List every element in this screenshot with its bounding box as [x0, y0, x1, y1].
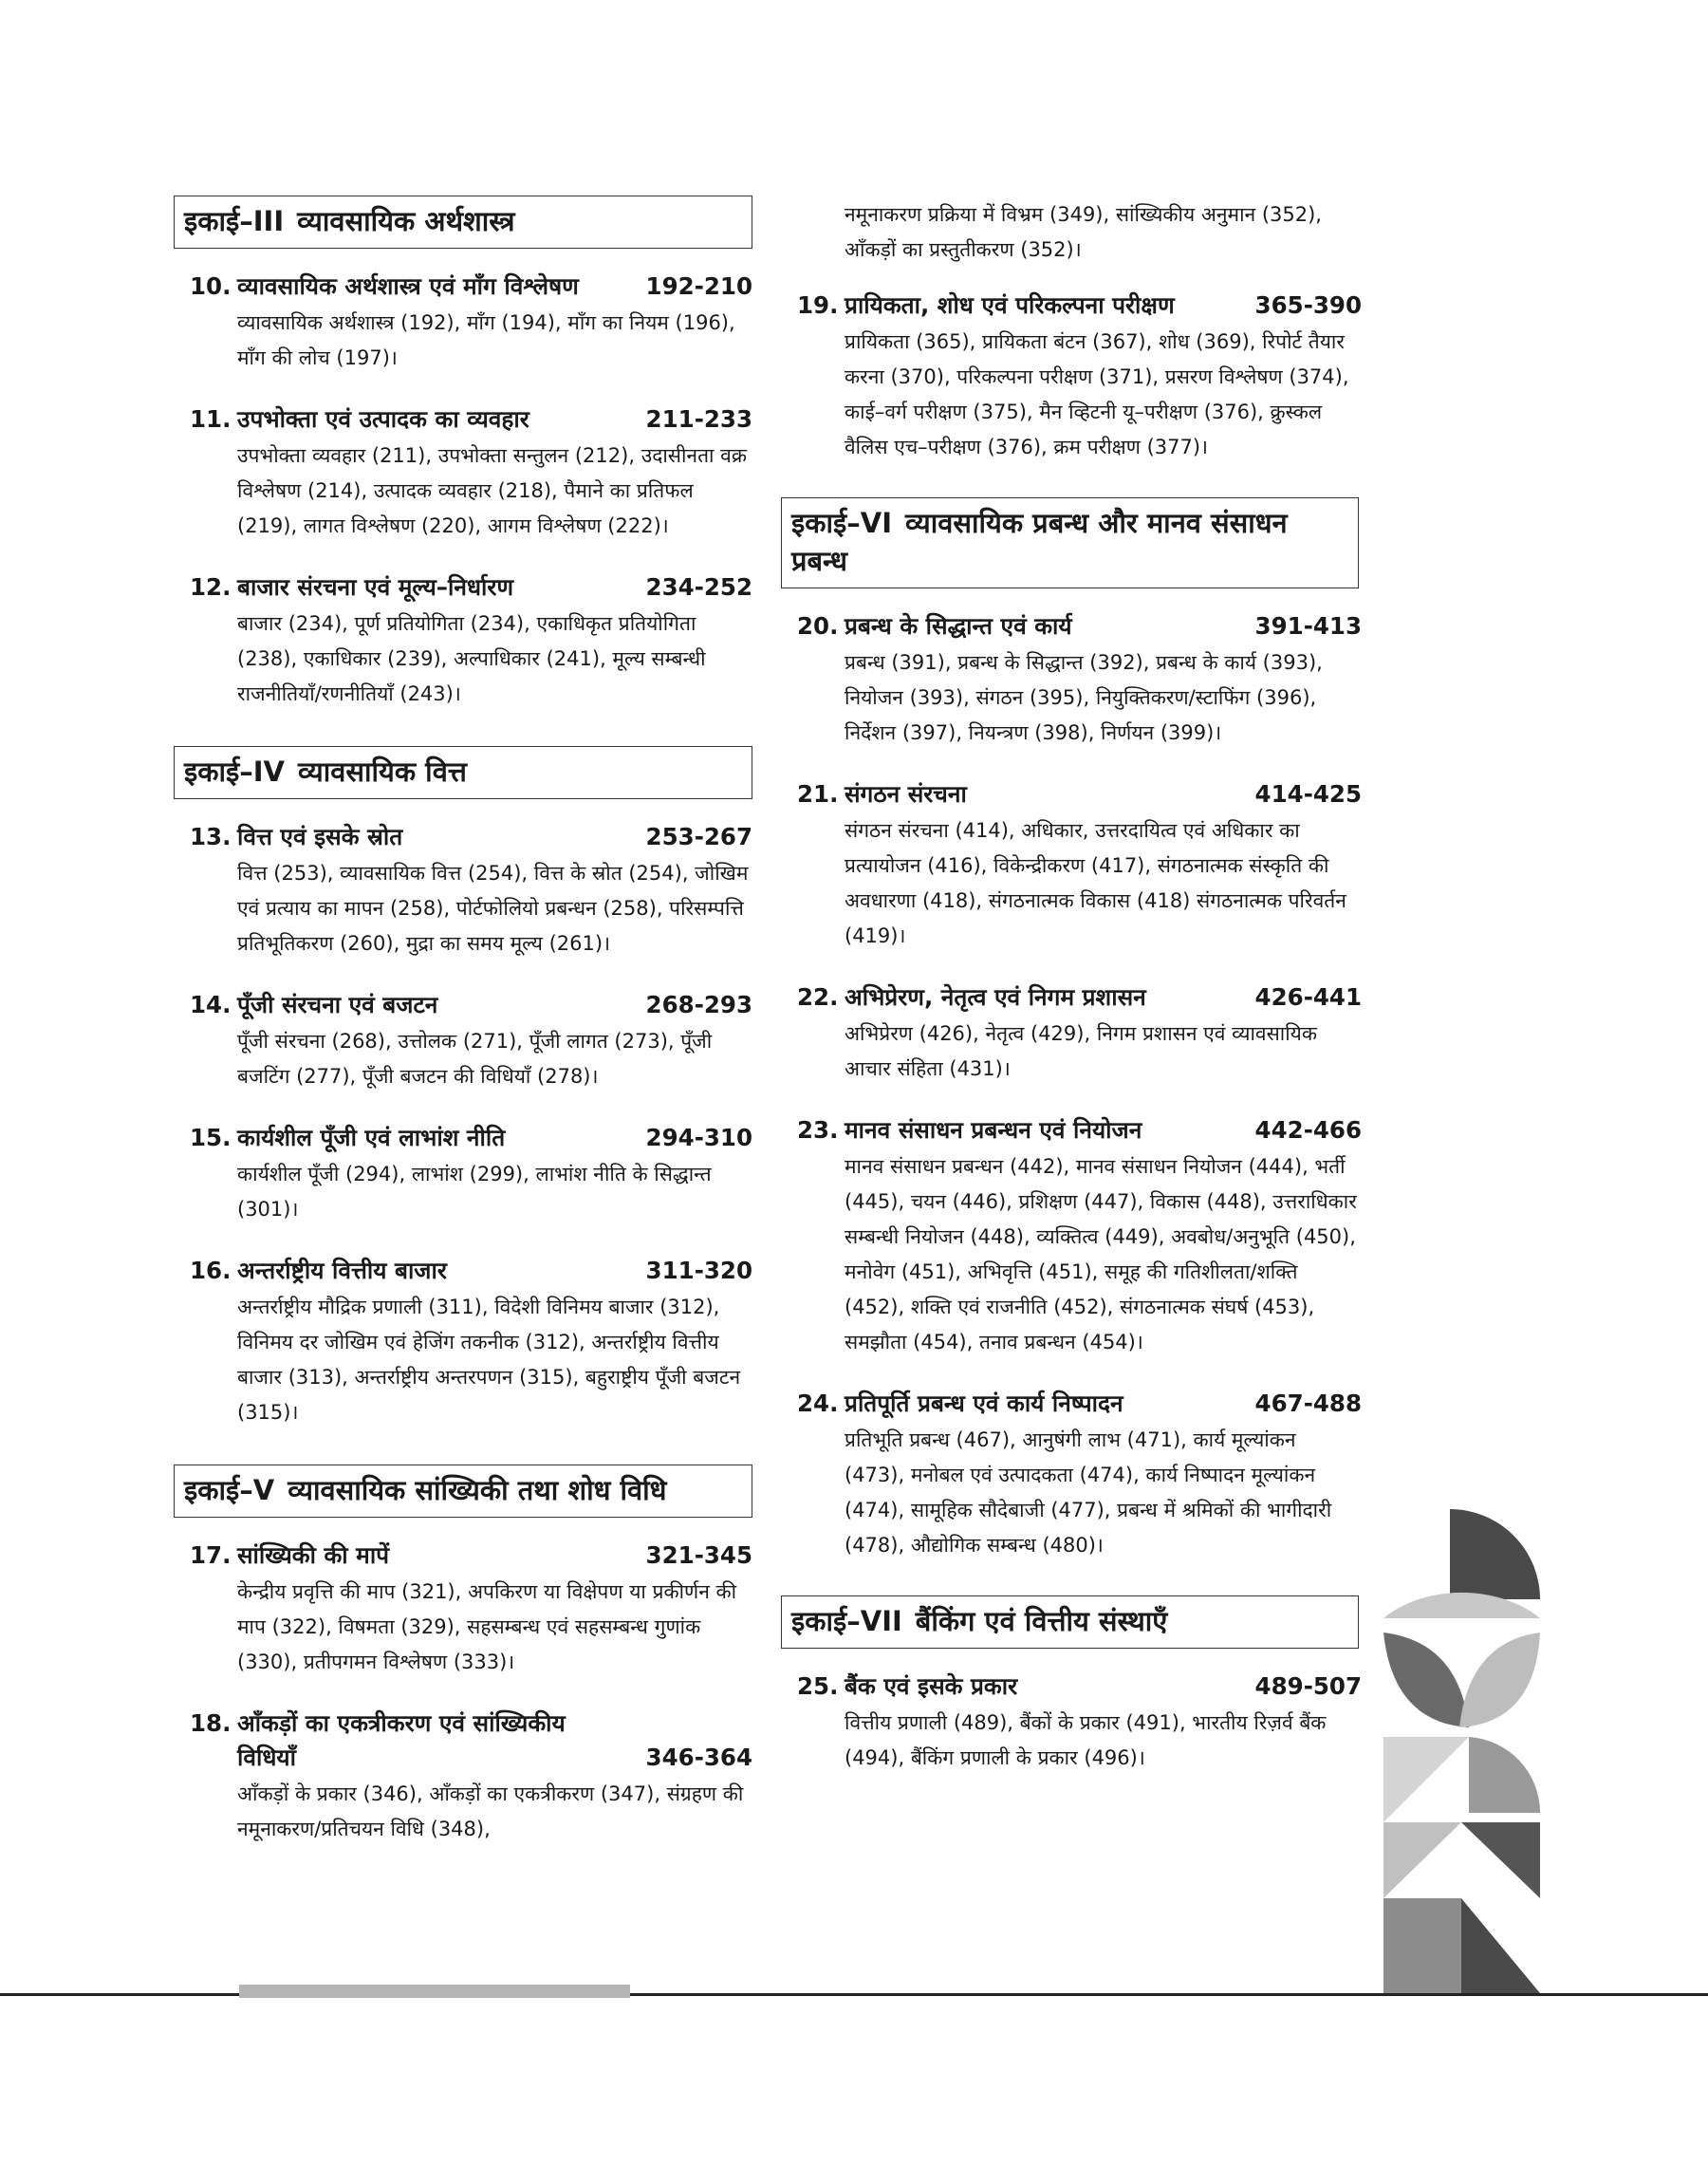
chapter-number: 24.: [797, 1390, 839, 1417]
unit-label: इकाई–VII: [791, 1605, 902, 1637]
chapter-15: [174, 1121, 752, 1227]
triangle-bottom-dark: [1461, 1898, 1540, 1993]
chapter-pages: 391-413: [1254, 612, 1362, 640]
unit-title: व्यावसायिक सांख्यिकी तथा शोध विधि: [288, 1474, 667, 1506]
unit-label: इकाई–III: [184, 205, 285, 237]
chapter-topics: वित्तीय प्रणाली (489), बैंकों के प्रकार (491), भारतीय रिज़र्व बैंक (494), बैंकिंग प्रणाली के प्रकार (496)।: [845, 1711, 1327, 1769]
chapter-number: 12.: [190, 573, 232, 601]
chapter-topics: अन्तर्राष्ट्रीय मौद्रिक प्रणाली (311), विदेशी विनिमय बाजार (312), विनिमय दर जोखिम एवं हेजिंग तकनीक (312), अन्तर्राष्ट्रीय वित्तीय बाजार (313), अन्तर्राष्ट्रीय अन्तरपणन (315), बहुराष्ट्रीय पूँजी बजटन (315)।: [237, 1296, 741, 1424]
chapter-10: [174, 270, 752, 376]
unit-label: इकाई–IV: [184, 756, 285, 788]
chapter-title: आँकड़ों का एकत्रीकरण एवं सांख्यिकीय विधियाँ: [237, 1709, 566, 1771]
chapter-pages: 268-293: [645, 991, 752, 1018]
chapter-title: अभिप्रेरण, नेतृत्व एवं निगम प्रशासन: [845, 983, 1146, 1011]
chapter-topics: व्यावसायिक अर्थशास्त्र (192), माँग (194), माँग का नियम (196), माँग की लोच (197)।: [237, 311, 735, 369]
unit-label: इकाई–V: [184, 1474, 275, 1506]
triangle-dark: [1461, 1822, 1540, 1898]
chapter-number: 17.: [190, 1541, 232, 1569]
chapter-topics: पूँजी संरचना (268), उत्तोलक (271), पूँजी लागत (273), पूँजी बजटिंग (277), पूँजी बजटन की विधियाँ (278)।: [237, 1030, 713, 1088]
left-column: [174, 190, 752, 1847]
chapter-pages: 192-210: [645, 272, 752, 300]
footer-bar: [239, 1985, 630, 1998]
unit-label: इकाई–VI: [791, 507, 892, 539]
chapter-25: [781, 1670, 1362, 1776]
chapter-topics: वित्त (253), व्यावसायिक वित्त (254), वित्त के स्रोत (254), जोखिम एवं प्रत्याय का मापन (258), पोर्टफोलियो प्रबन्धन (258), परिसम्पत्ति प्रतिभूतिकरण (260), मुद्रा का समय मूल्य (261)।: [237, 862, 749, 955]
block-mid: [1383, 1898, 1461, 1993]
chapter-14: [174, 988, 752, 1094]
unit-title: व्यावसायिक वित्त: [298, 756, 467, 788]
chapter-topics: प्रबन्ध (391), प्रबन्ध के सिद्धान्त (392), प्रबन्ध के कार्य (393), नियोजन (393), संगठन (395), नियुक्तिकरण/स्टाफिंग (396), निर्देशन (397), नियन्त्रण (398), निर्णयन (399)।: [845, 651, 1323, 744]
chapter-number: 22.: [797, 983, 839, 1011]
chapter-topics: बाजार (234), पूर्ण प्रतियोगिता (234), एकाधिकृत प्रतियोगिता (238), एकाधिकार (239), अल्पाधिकार (241), मूल्य सम्बन्धी राजनीतियाँ/रणनीतियाँ (243)।: [237, 612, 706, 705]
chapter-number: 10.: [190, 272, 232, 300]
unit-header-5: [174, 1465, 752, 1518]
chapter-24: [781, 1387, 1362, 1563]
unit-header-4: [174, 746, 752, 799]
chapter-12: [174, 570, 752, 712]
chapter-topics: मानव संसाधन प्रबन्धन (442), मानव संसाधन नियोजन (444), भर्ती (445), चयन (446), प्रशिक्षण (447), विकास (448), उत्तराधिकार सम्बन्धी नियोजन (448), व्यक्तित्व (449), अवबोध/अनुभूति (450), मनोवेग (451), अभिवृत्ति (451), समूह की गतिशीलता/शक्ति (452), शक्ति एवं राजनीति (452), संगठनात्मक संघर्ष (453), समझौता (454), तनाव प्रबन्धन (454)।: [845, 1155, 1357, 1353]
chapter-pages: 426-441: [1254, 983, 1362, 1011]
chapter-number: 20.: [797, 612, 839, 640]
right-column: [781, 190, 1362, 1776]
chapter-title: प्रबन्ध के सिद्धान्त एवं कार्य: [845, 612, 1072, 640]
chapter-19: [781, 289, 1362, 465]
chapter-pages: 253-267: [645, 823, 752, 850]
chapter-20: [781, 609, 1362, 751]
chapter-topics: आँकड़ों के प्रकार (346), आँकड़ों का एकत्रीकरण (347), संग्रहण की नमूनाकरण/प्रतिचयन विधि (348),: [237, 1782, 744, 1840]
unit-title: बैंकिंग एवं वित्तीय संस्थाएँ: [915, 1605, 1168, 1637]
chapter-topics: अभिप्रेरण (426), नेतृत्व (429), निगम प्रशासन एवं व्यावसायिक आचार संहिता (431)।: [845, 1022, 1317, 1080]
chapter-number: 14.: [190, 991, 232, 1018]
chapter-number: 21.: [797, 780, 839, 808]
chapter-number: 18.: [190, 1709, 232, 1737]
continuation-text: नमूनाकरण प्रक्रिया में विभ्रम (349), सांख्यिकीय अनुमान (352), आँकड़ों का प्रस्तुतीकरण (352)।: [845, 203, 1322, 261]
chapter-pages: 321-345: [645, 1541, 752, 1569]
chapter-16: [174, 1254, 752, 1430]
chapter-title: बाजार संरचना एवं मूल्य–निर्धारण: [237, 573, 514, 601]
chapter-number: 16.: [190, 1257, 232, 1284]
chapter-18: [174, 1707, 752, 1847]
chapter-title: संगठन संरचना: [845, 780, 967, 808]
chapter-topics: प्रतिभूति प्रबन्ध (467), आनुषंगी लाभ (471), कार्य मूल्यांकन (473), मनोबल एवं उत्पादकता (474), कार्य निष्पादन मूल्यांकन (474), सामूहिक सौदेबाजी (477), प्रबन्ध में श्रमिकों की भागीदारी (478), औद्योगिक सम्बन्ध (480)।: [845, 1428, 1332, 1557]
quarter-circle-mid: [1469, 1737, 1540, 1813]
chapter-topics: प्रायिकता (365), प्रायिकता बंटन (367), शोध (369), रिपोर्ट तैयार करना (370), परिकल्पना परीक्षण (371), प्रसरण विश्लेषण (374), काई–वर्ग परीक्षण (375), मैन व्हिटनी यू–परीक्षण (376), क्रुस्कल वैलिस एच–परीक्षण (376), क्रम परीक्षण (377)।: [845, 330, 1349, 458]
chapter-pages: 234-252: [645, 573, 752, 601]
quarter-circle-dark: [1450, 1509, 1540, 1599]
unit-title: व्यावसायिक प्रबन्ध और मानव संसाधन प्रबन्ध: [791, 507, 1288, 577]
chapter-pages: 311-320: [645, 1257, 752, 1284]
chapter-number: 19.: [797, 291, 839, 319]
chapter-pages: 414-425: [1254, 780, 1362, 808]
chapter-title: उपभोक्ता एवं उत्पादक का व्यवहार: [237, 405, 529, 433]
chapter-17: [174, 1539, 752, 1680]
chapter-topics: संगठन संरचना (414), अधिकार, उत्तरदायित्व एवं अधिकार का प्रत्यायोजन (416), विकेन्द्रीकरण (417), संगठनात्मक संस्कृति की अवधारणा (418), संगठनात्मक विकास (418) संगठनात्मक परिवर्तन (419)।: [845, 819, 1346, 947]
chapter-pages: 467-488: [1254, 1390, 1362, 1417]
triangle-mid: [1383, 1822, 1461, 1898]
chapter-21: [781, 777, 1362, 954]
chapter-11: [174, 402, 752, 544]
chapter-topics: उपभोक्ता व्यवहार (211), उपभोक्ता सन्तुलन (212), उदासीनता वक्र विश्लेषण (214), उत्पादक व्यवहार (218), पैमाने का प्रतिफल (219), लागत विश्लेषण (220), आगम विश्लेषण (222)।: [237, 444, 747, 537]
chapter-number: 13.: [190, 823, 232, 850]
chapter-13: [174, 820, 752, 961]
chapter-22: [781, 980, 1362, 1087]
chapter-title: प्रायिकता, शोध एवं परिकल्पना परीक्षण: [845, 291, 1175, 319]
unit-title: व्यावसायिक अर्थशास्त्र: [297, 205, 515, 237]
chapter-number: 23.: [797, 1116, 839, 1144]
chapter-title: सांख्यिकी की मापें: [237, 1541, 390, 1569]
chapter-title: व्यावसायिक अर्थशास्त्र एवं माँग विश्लेषण: [237, 272, 579, 300]
chapter-topics: केन्द्रीय प्रवृत्ति की माप (321), अपकिरण या विक्षेपण या प्रकीर्णन की माप (322), विषमता (329), सहसम्बन्ध एवं सहसम्बन्ध गुणांक (330), प्रतीपगमन विश्लेषण (333)।: [237, 1580, 737, 1673]
chapter-pages: 211-233: [645, 405, 752, 433]
chapter-number: 25.: [797, 1672, 839, 1700]
chapter-pages: 294-310: [645, 1124, 752, 1151]
chapter-number: 15.: [190, 1124, 232, 1151]
chapter-title: पूँजी संरचना एवं बजटन: [237, 991, 438, 1018]
triangle-light: [1383, 1737, 1469, 1822]
chapter-number: 11.: [190, 405, 232, 433]
unit-header-7: [781, 1595, 1359, 1649]
chapter-title: वित्त एवं इसके स्रोत: [237, 823, 403, 850]
chapter-title: बैंक एवं इसके प्रकार: [845, 1672, 1018, 1700]
chapter-title: प्रतिपूर्ति प्रबन्ध एवं कार्य निष्पादन: [845, 1390, 1123, 1417]
chapter-title: कार्यशील पूँजी एवं लाभांश नीति: [237, 1124, 506, 1151]
chapter-pages: 442-466: [1254, 1116, 1362, 1144]
chapter-pages: 346-364: [645, 1744, 752, 1771]
unit-header-3: [174, 196, 752, 249]
chapter-topics: कार्यशील पूँजी (294), लाभांश (299), लाभांश नीति के सिद्धान्त (301)।: [237, 1163, 712, 1221]
chapter-title: मानव संसाधन प्रबन्धन एवं नियोजन: [845, 1116, 1142, 1144]
unit-header-6: [781, 497, 1359, 588]
chapter-pages: 365-390: [1254, 291, 1362, 319]
geometric-decoration: [1383, 1509, 1540, 1993]
chapter-23: [781, 1113, 1362, 1360]
chapter-pages: 489-507: [1254, 1672, 1362, 1700]
chapter-title: अन्तर्राष्ट्रीय वित्तीय बाजार: [237, 1257, 447, 1284]
